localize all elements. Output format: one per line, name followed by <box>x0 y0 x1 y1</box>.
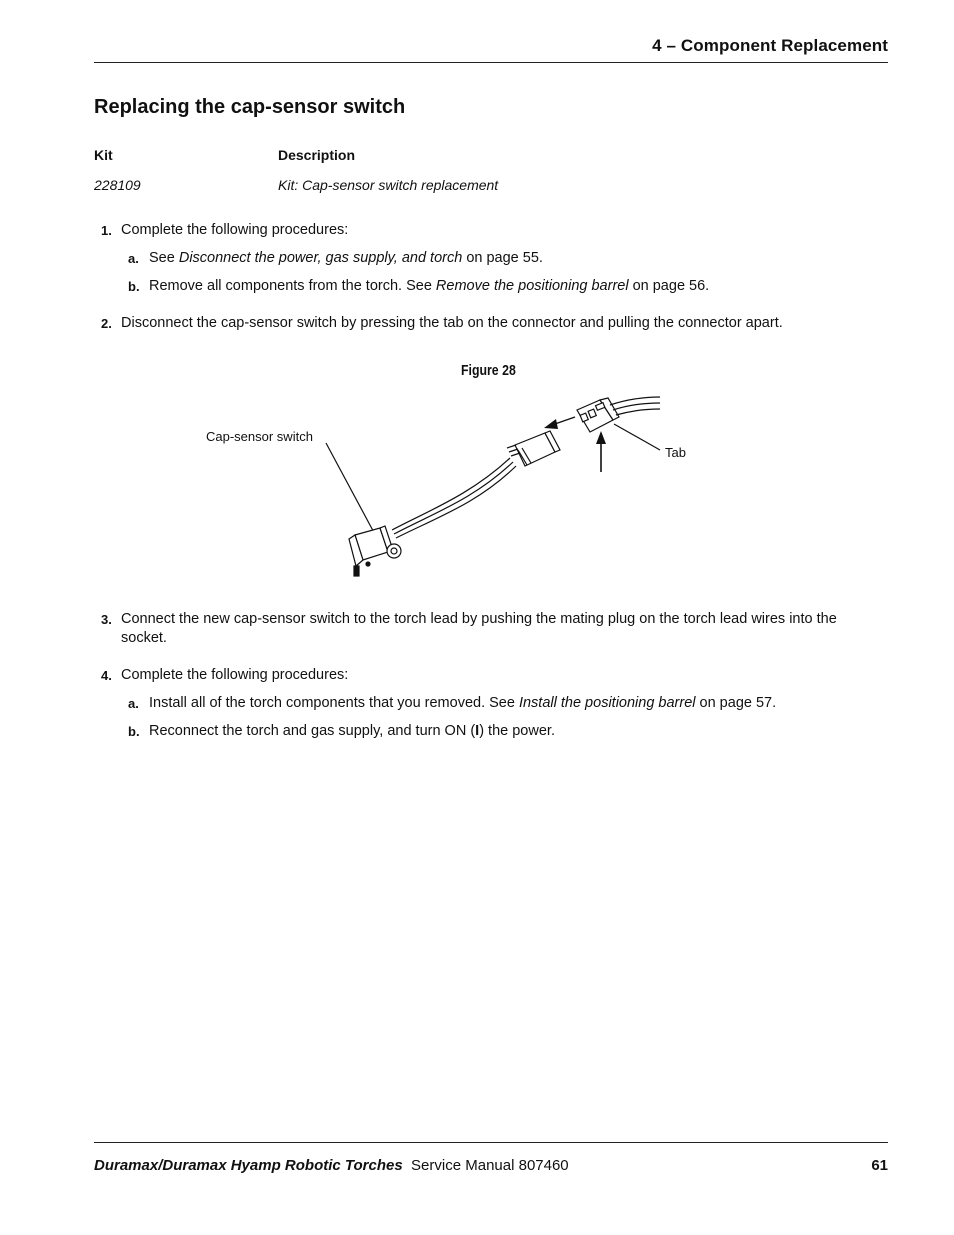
substep-text <box>149 694 776 713</box>
switch-leader-line <box>326 443 378 540</box>
step-text: Complete the following procedures: <box>121 667 349 683</box>
page-number: 61 <box>871 1157 888 1174</box>
kit-column-header: Kit <box>94 147 113 163</box>
substep-text-post: ) the power. <box>479 723 555 739</box>
kit-table-header <box>94 147 694 177</box>
substep-text <box>149 722 555 741</box>
cross-reference-link[interactable]: Install the positioning barrel <box>518 695 696 711</box>
kit-table <box>94 147 694 207</box>
section-title: 4 – Component Replacement <box>652 36 888 55</box>
figure-title: Figure 28 <box>461 363 516 379</box>
book-title: Duramax/Duramax Hyamp Robotic Torches <box>94 1157 403 1174</box>
substep-text <box>149 277 709 296</box>
substep-letter: a. <box>128 251 139 266</box>
lead-wire-1 <box>610 397 660 405</box>
step-text: Connect the new cap-sensor switch to the torch lead by pushing the mating plug on the torch lead wires into the <box>121 611 837 627</box>
substep-text-post: on page 55. <box>462 250 543 266</box>
kit-description: Kit: Cap-sensor switch replacement <box>278 177 499 193</box>
switch-mount-hole <box>387 544 401 558</box>
direction-arrowhead <box>544 419 558 429</box>
step-text: Complete the following procedures: <box>121 222 349 238</box>
substep-text <box>149 249 543 268</box>
substep-text-post: on page 57. <box>695 695 777 711</box>
header-divider <box>94 62 888 63</box>
switch-plunger <box>354 566 359 576</box>
kit-number: 228109 <box>94 177 141 193</box>
step-text: Disconnect the cap-sensor switch by pressing the tab on the connector and pulling the connector apart. <box>121 315 783 331</box>
wire-1 <box>392 458 510 530</box>
cap-sensor-switch-callout: Cap-sensor switch <box>206 429 313 444</box>
substep-letter: b. <box>128 724 140 739</box>
substep-letter: b. <box>128 279 140 294</box>
substep-text-post: on page 56. <box>628 278 710 294</box>
step-number: 1. <box>101 223 112 238</box>
substep-text-pre: Remove all components from the torch. See <box>149 278 436 294</box>
footer-divider <box>94 1142 888 1143</box>
tab-leader-line <box>614 424 660 450</box>
step-number: 2. <box>101 316 112 331</box>
power-on-symbol: I <box>475 723 480 739</box>
page-title: Replacing the cap-sensor switch <box>94 96 406 118</box>
step-text-continued: socket. <box>121 630 167 646</box>
cap-sensor-switch-illustration <box>200 385 670 590</box>
tab-callout: Tab <box>665 445 686 460</box>
substep-text-pre: Install all of the torch components that you removed. See <box>149 695 519 711</box>
cross-reference-link[interactable]: Remove the positioning barrel <box>435 278 629 294</box>
footer-manual-info <box>94 1157 569 1174</box>
step-number: 3. <box>101 612 112 627</box>
table-row <box>94 177 694 207</box>
wire-3 <box>396 466 516 538</box>
cross-reference-link[interactable]: Disconnect the power, gas supply, and torch <box>178 250 463 266</box>
tab-arrowhead <box>596 431 606 444</box>
description-column-header: Description <box>278 147 356 163</box>
manual-number: Service Manual 807460 <box>411 1157 569 1174</box>
substep-text-pre: Reconnect the torch and gas supply, and turn ON ( <box>149 723 476 739</box>
step-number: 4. <box>101 668 112 683</box>
substep-letter: a. <box>128 696 139 711</box>
substep-text-pre: See <box>149 250 179 266</box>
